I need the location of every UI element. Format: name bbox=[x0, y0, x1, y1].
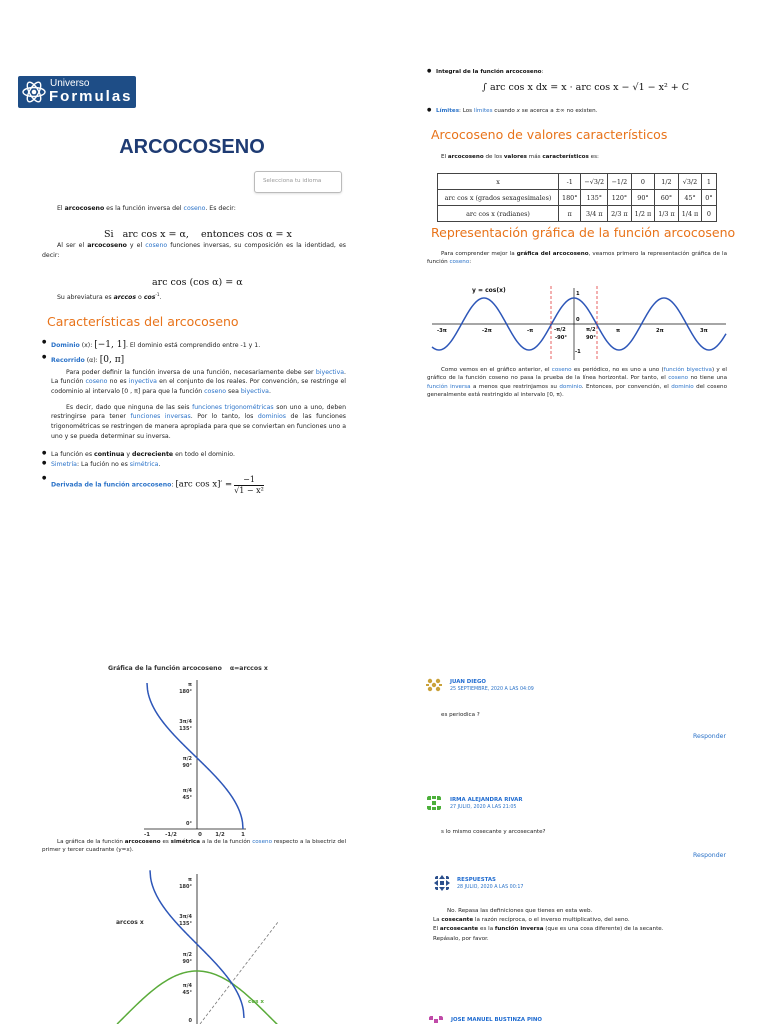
x-tick-label: -3π bbox=[437, 328, 447, 334]
section-heading-values: Arcocoseno de valores característicos bbox=[431, 127, 668, 142]
y-tick-label: π/4 bbox=[182, 983, 192, 989]
language-select-placeholder: Selecciona tu idioma bbox=[263, 178, 322, 184]
comment-text: s lo mismo cosecante y arcosecante? bbox=[441, 829, 546, 835]
arccos-curve bbox=[147, 683, 243, 829]
label-cos: cos x bbox=[248, 999, 265, 1005]
identicon-icon bbox=[433, 874, 451, 892]
integral-list bbox=[427, 68, 737, 76]
page-title: ARCOCOSENO bbox=[119, 136, 265, 158]
simetrica-link[interactable]: simétrica bbox=[129, 460, 159, 468]
arccos-graph-title: Gráfica de la función arcocoseno α=arccos x bbox=[108, 665, 268, 672]
y-tick-label: 0 bbox=[188, 1018, 192, 1024]
graph-intro: Para comprender mejor la gráfica del arcocoseno, veamos primero la representación gráfica de la función coseno: bbox=[427, 251, 727, 266]
avatar bbox=[433, 874, 451, 892]
identicon-icon bbox=[427, 1014, 445, 1024]
coseno-link[interactable]: coseno bbox=[449, 259, 470, 266]
cosine-graph bbox=[430, 282, 730, 362]
cosine-graph-title: y = cos(x) bbox=[472, 287, 506, 294]
list-item-integral: ● Integral de la función arcocoseno: bbox=[427, 68, 737, 76]
coseno-link[interactable]: coseno bbox=[204, 388, 227, 396]
comment-author: RESPUESTAS bbox=[457, 877, 496, 883]
list-item-recorrido: ● Recorrido (α): [0, π] Para poder definir la función inversa de una función, necesariamente debe ser biyectiva. La función coseno no es inyectiva en el conjunto de los reales. Por convención, se restringe el codominio al intervalo [0 , π] para que la función coseno sea biyectiva. Es decir, dado que ninguna de las seis funciones trigonométricas son uno a uno, deben restringirse para tener funciones inversas. Por lo tanto, los dominios de las funciones trigonométricas se restringen de manera apropiada para que se conviertan en funciones uno a uno y se pueda determinar su inversa. bbox=[42, 354, 346, 441]
dominios-link[interactable]: dominios bbox=[257, 413, 287, 421]
comment-date[interactable]: 27 JULIO, 2020 A LAS 21:05 bbox=[450, 805, 517, 810]
section-heading-characteristics: Características del arcocoseno bbox=[47, 314, 239, 329]
characteristics-list bbox=[42, 339, 346, 495]
arccos-caption: La gráfica de la función arcocoseno es simétrica a la de la función coseno respecto a la bisectriz del primer y tercer cuadrante (y=x). bbox=[42, 839, 346, 854]
comment bbox=[427, 1014, 727, 1024]
x-tick-label: -1/2 bbox=[165, 832, 177, 838]
coseno-link[interactable]: coseno bbox=[551, 367, 572, 373]
limites-list bbox=[427, 107, 737, 115]
symmetry-graph bbox=[100, 866, 290, 1024]
y-tick-label: π bbox=[188, 682, 192, 688]
y-tick-label: 90° bbox=[182, 959, 192, 965]
comment-date[interactable]: 28 JULIO, 2020 A LAS 00:17 bbox=[457, 885, 524, 890]
avatar bbox=[427, 1014, 445, 1024]
funcion-inversa-link[interactable]: función inversa bbox=[427, 383, 471, 390]
annotation-minus-90: -90° bbox=[555, 335, 567, 341]
section-heading-graph: Representación gráfica de la función arcocoseno bbox=[431, 225, 736, 240]
x-tick-label: -π/2 bbox=[554, 327, 566, 333]
list-item-limites: ● Límites: Los límites cuando x se acerca a ±∞ no existen. bbox=[427, 107, 737, 115]
comment-author: IRMA ALEJANDRA RIVAR bbox=[450, 797, 523, 803]
logo-line2: Formulas bbox=[49, 88, 133, 105]
y-tick-label: 180° bbox=[179, 884, 192, 890]
comment bbox=[433, 874, 730, 964]
dominio-link[interactable]: dominio bbox=[559, 383, 582, 390]
x-tick-label: 2π bbox=[656, 328, 664, 334]
graph-explanation: Como vemos en el gráfico anterior, el coseno es periódico, no es uno a uno (función biyectiva) y el gráfico de la función coseno no pasa la prueba de la línea horizontal. Por tanto, el coseno no tiene una función inversa a menos que restrinjamos su dominio. Entonces, por convención, el dominio del coseno generalmente está restringido al intervalo [0, π). bbox=[427, 367, 727, 399]
coseno-link[interactable]: coseno bbox=[668, 375, 689, 382]
x-tick-label: -1 bbox=[144, 832, 150, 838]
label-arccos: arccos x bbox=[116, 919, 144, 926]
arccos-graph bbox=[100, 658, 300, 840]
funciones-inversas-link[interactable]: funciones inversas bbox=[130, 413, 191, 421]
formula-integral: ∫ arc cos x dx = x · arc cos x − √1 − x² + C bbox=[482, 82, 690, 93]
comment-author: JOSE MANUEL BUSTINZA PINO bbox=[451, 1017, 543, 1023]
formula-composition: arc cos (cos α) = α bbox=[152, 277, 243, 288]
intro-paragraph-2: Al ser el arcocoseno y el coseno funciones inversas, su composición es la identidad, es decir: bbox=[42, 242, 346, 259]
identicon-icon bbox=[425, 794, 443, 812]
annotation-zero: 0 bbox=[576, 317, 580, 323]
x-tick-label: -π bbox=[527, 328, 534, 334]
logo-line1: Universo bbox=[50, 78, 90, 89]
y-tick-label: π/4 bbox=[182, 788, 192, 794]
y-tick-label: π bbox=[188, 877, 192, 883]
comment-text: es periodica ? bbox=[441, 712, 480, 718]
avatar bbox=[425, 794, 443, 812]
reply-link[interactable]: Responder bbox=[693, 733, 726, 740]
list-item-simetria: ● Simetría: La fución no es simétrica. bbox=[42, 460, 346, 470]
y-tick-label: 3π/4 bbox=[179, 914, 192, 920]
annotation-minus-one: -1 bbox=[575, 349, 581, 355]
limites-link[interactable]: límites bbox=[473, 108, 493, 114]
y-tick-label: 45° bbox=[182, 990, 192, 996]
coseno-link[interactable]: coseno bbox=[183, 205, 206, 212]
simetria-link[interactable]: Simetría bbox=[51, 460, 77, 468]
values-table bbox=[437, 173, 717, 222]
y-tick-label: π/2 bbox=[182, 756, 192, 762]
y-tick-label: π/2 bbox=[182, 952, 192, 958]
x-tick-label: 3π bbox=[700, 328, 708, 334]
comment-text: No. Repasa las definiciones que tienes en esta web. La cosecante la razón recíproca, o el inverso multiplicativo, del seno. El arcosecante es la función inversa (que es una cosa diferente) de la secante. Repásalo, por favor. bbox=[433, 908, 664, 942]
y-tick-label: 45° bbox=[182, 795, 192, 801]
annotation-one: 1 bbox=[576, 291, 580, 297]
y-tick-label: 90° bbox=[182, 763, 192, 769]
formula-definition: Si arc cos x = α, entonces cos α = x bbox=[104, 229, 292, 240]
y-tick-label: 135° bbox=[179, 921, 192, 927]
coseno-link[interactable]: coseno bbox=[85, 378, 108, 386]
annotation-90: 90° bbox=[586, 335, 596, 341]
dominio-link[interactable]: dominio bbox=[671, 383, 694, 390]
table-row: arc cos x (radianes) π 3/4 π 2/3 π 1/2 π 1/3 π 1/4 π 0 bbox=[438, 206, 717, 222]
y-tick-label: 135° bbox=[179, 726, 192, 732]
y-tick-label: 180° bbox=[179, 689, 192, 695]
language-select[interactable] bbox=[254, 171, 342, 193]
list-item-continua: ● La función es continua y decreciente en todo el dominio. bbox=[42, 450, 346, 460]
logo[interactable] bbox=[18, 76, 136, 108]
intro-paragraph-1: El arcocoseno es la función inversa del coseno. Es decir: bbox=[57, 205, 236, 212]
atom-logo-icon bbox=[21, 79, 47, 105]
biyectiva-link[interactable]: biyectiva bbox=[240, 388, 269, 396]
funciones-trigonometricas-link[interactable]: funciones trigonométricas bbox=[192, 403, 274, 411]
comment-author: JUAN DIEGO bbox=[450, 679, 486, 685]
identicon-icon bbox=[425, 676, 443, 694]
x-tick-label: -2π bbox=[482, 328, 492, 334]
cos-curve bbox=[117, 971, 286, 1024]
x-tick-label: π bbox=[616, 328, 621, 334]
list-item-derivada: ● Derivada de la función arcocoseno: [arc cos x]′ = $\frac{-1}{\text{√1 − x²}}$ bbox=[42, 475, 346, 494]
intro-paragraph-3: Su abreviatura es arccos o $\cos^{-1}$. bbox=[57, 292, 162, 302]
comment bbox=[425, 676, 730, 746]
coseno-link[interactable]: coseno bbox=[145, 242, 168, 249]
avatar bbox=[425, 676, 443, 694]
comment-date[interactable]: 25 SEPTIEMBRE, 2020 A LAS 04:09 bbox=[450, 687, 534, 692]
table-row: x -1 −√3/2 −1/2 0 1/2 √3/2 1 bbox=[438, 174, 717, 190]
x-tick-label: 1/2 bbox=[215, 832, 225, 838]
reply-link[interactable]: Responder bbox=[693, 852, 726, 859]
coseno-link[interactable]: coseno bbox=[252, 839, 273, 845]
inyectiva-link[interactable]: inyectiva bbox=[128, 378, 157, 386]
biyectiva-link[interactable]: biyectiva bbox=[315, 368, 345, 376]
x-tick-label: 1 bbox=[241, 832, 245, 838]
table-row: arc cos x (grados sexagesimales) 180° 135° 120° 90° 60° 45° 0° bbox=[438, 190, 717, 206]
funcion-biyectiva-link[interactable]: función biyectiva bbox=[663, 367, 712, 373]
comment bbox=[425, 794, 730, 864]
list-item-dominio: ● Dominio (x): [−1, 1]. El dominio está comprendido entre -1 y 1. bbox=[42, 339, 346, 353]
x-tick-label: 0 bbox=[198, 832, 202, 838]
x-tick-label: π/2 bbox=[586, 327, 596, 333]
values-intro: El arcocoseno de los valores más característicos es: bbox=[441, 154, 599, 160]
y-tick-label: 3π/4 bbox=[179, 719, 192, 725]
y-tick-label: 0° bbox=[186, 821, 192, 827]
